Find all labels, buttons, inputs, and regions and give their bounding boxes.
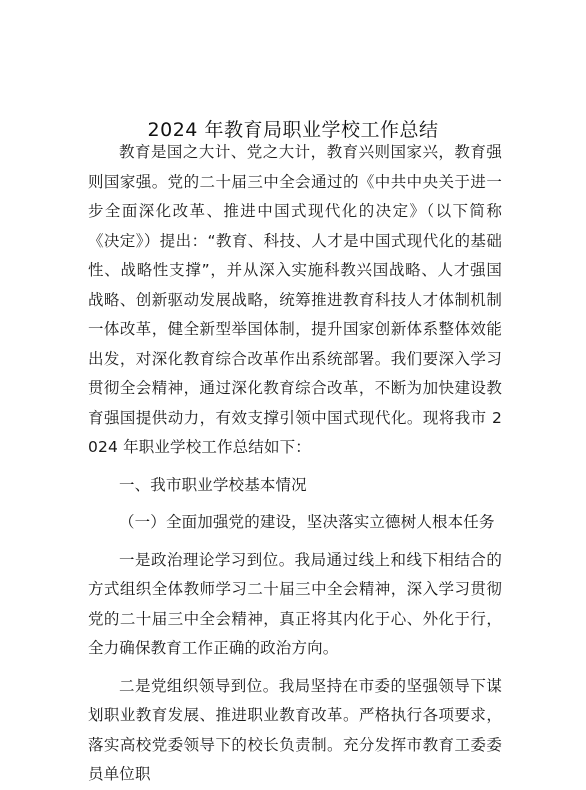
paragraph-gap bbox=[88, 463, 502, 471]
point-paragraph-2: 二是党组织领导到位。我局坚持在市委的坚强领导下谋划职业教育发展、推进职业教育改革。严格执行各项要求，落实高校党委领导下的校长负责制。充分发挥市教育工委委员单位职 bbox=[88, 676, 502, 783]
section-heading: 一、我市职业学校基本情况 bbox=[119, 475, 307, 494]
paragraph-gap bbox=[88, 538, 502, 546]
paragraph-gap bbox=[88, 500, 502, 508]
subsection-heading: （一）全面加强党的建设，坚决落实立德树人根本任务 bbox=[119, 513, 495, 531]
intro-paragraph: 教育是国之大计、党之大计，教育兴则国家兴，教育强则国家强。党的二十届三中全会通过的《中共中央关于进一步全面深化改革、推进中国式现代化的决定》（以下简称《决定》）提出：“教育、科技、人才是中国式现代化的基础性、战略性支撑”，并从深入实施科教兴国战略、人才强国战略、创新驱动发展战略，统筹推进教育科技人才体制机制一体改革，健全新型举国体制，提升国家创新体系整体效能出发，对深化教育综合改革作出系统部署。我们要深入学习贯彻全会精神，通过深化教育综合改革，不断为加快建设教育强国提供动力，有效支撑引领中国式现代化。现将我市 2024 年职业学校工作总结如下： bbox=[88, 143, 502, 456]
document-title: 2024 年教育局职业学校工作总结 bbox=[147, 118, 439, 141]
document-body bbox=[88, 138, 502, 790]
paragraph-gap bbox=[88, 664, 502, 672]
point-paragraph-1: 一是政治理论学习到位。我局通过线上和线下相结合的方式组织全体教师学习二十届三中全会精神，深入学习贯彻党的二十届三中全会精神，真正将其内化于心、外化于行，全力确保教育工作正确的政治方向。 bbox=[88, 550, 502, 657]
